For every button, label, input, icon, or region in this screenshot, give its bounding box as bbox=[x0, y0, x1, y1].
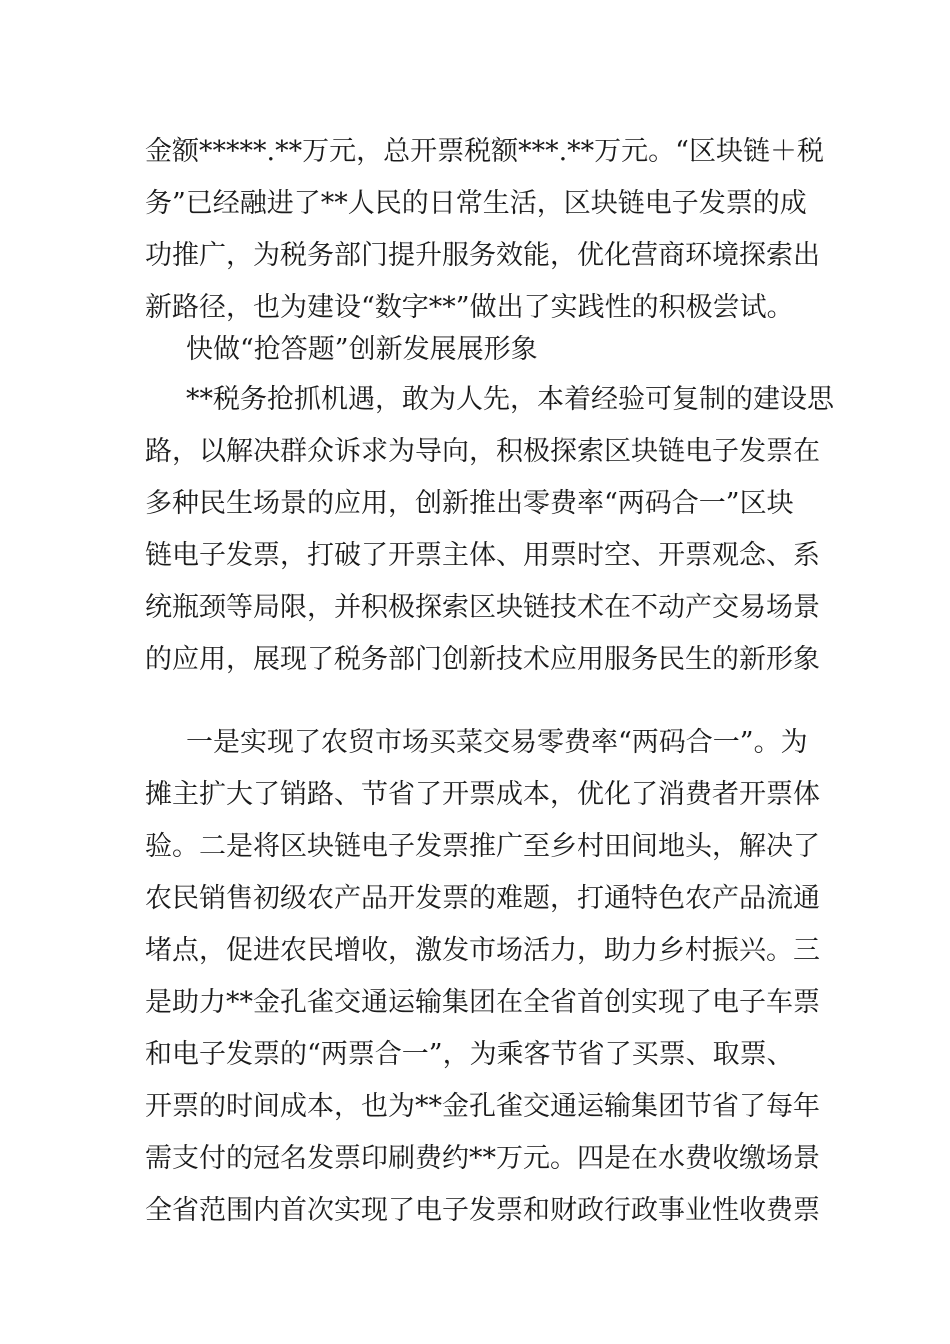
paragraph-line: 功推广，为税务部门提升服务效能，优化营商环境探索出 bbox=[145, 240, 820, 271]
paragraph-line: 的应用，展现了税务部门创新技术应用服务民生的新形象 bbox=[145, 644, 820, 675]
paragraph-line: 全省范围内首次实现了电子发票和财政行政事业性收费票 bbox=[145, 1195, 820, 1226]
paragraph-line: 是助力**金孔雀交通运输集团在全省首创实现了电子车票 bbox=[145, 987, 820, 1018]
paragraph-line: 农民销售初级农产品开发票的难题，打通特色农产品流通 bbox=[145, 883, 820, 914]
paragraph-line: 摊主扩大了销路、节省了开票成本，优化了消费者开票体 bbox=[145, 779, 820, 810]
paragraph-line: **税务抢抓机遇，敢为人先，本着经验可复制的建设思 bbox=[186, 384, 834, 415]
paragraph-line: 和电子发票的“两票合一”，为乘客节省了买票、取票、 bbox=[145, 1039, 794, 1070]
paragraph-line: 路，以解决群众诉求为导向，积极探索区块链电子发票在 bbox=[145, 436, 820, 467]
paragraph-line: 统瓶颈等局限，并积极探索区块链技术在不动产交易场景 bbox=[145, 592, 820, 623]
paragraph-achievements bbox=[145, 717, 820, 1237]
paragraph-line: 需支付的冠名发票印刷费约**万元。四是在水费收缴场景 bbox=[145, 1143, 820, 1174]
paragraph-blockchain-tax bbox=[145, 126, 824, 334]
paragraph-line: 堵点，促进农民增收，激发市场活力，助力乡村振兴。三 bbox=[145, 935, 820, 966]
paragraph-line: 一是实现了农贸市场买菜交易零费率“两码合一”。为 bbox=[186, 727, 808, 758]
paragraph-line: 新路径，也为建设“数字**”做出了实践性的积极尝试。 bbox=[145, 292, 794, 323]
paragraph-line: 验。二是将区块链电子发票推广至乡村田间地头，解决了 bbox=[145, 831, 820, 862]
section-heading: 快做“抢答题”创新发展展形象 bbox=[186, 334, 538, 365]
paragraph-line: 多种民生场景的应用，创新推出零费率“两码合一”区块 bbox=[145, 488, 794, 519]
paragraph-line: 金额*****.**万元，总开票税额***.**万元。“区块链＋税 bbox=[145, 136, 824, 167]
paragraph-innovation bbox=[145, 374, 834, 686]
paragraph-line: 链电子发票，打破了开票主体、用票时空、开票观念、系 bbox=[145, 540, 820, 571]
paragraph-line: 开票的时间成本，也为**金孔雀交通运输集团节省了每年 bbox=[145, 1091, 820, 1122]
section-heading-block bbox=[145, 324, 807, 376]
paragraph-line: 务”已经融进了**人民的日常生活，区块链电子发票的成 bbox=[145, 188, 807, 219]
